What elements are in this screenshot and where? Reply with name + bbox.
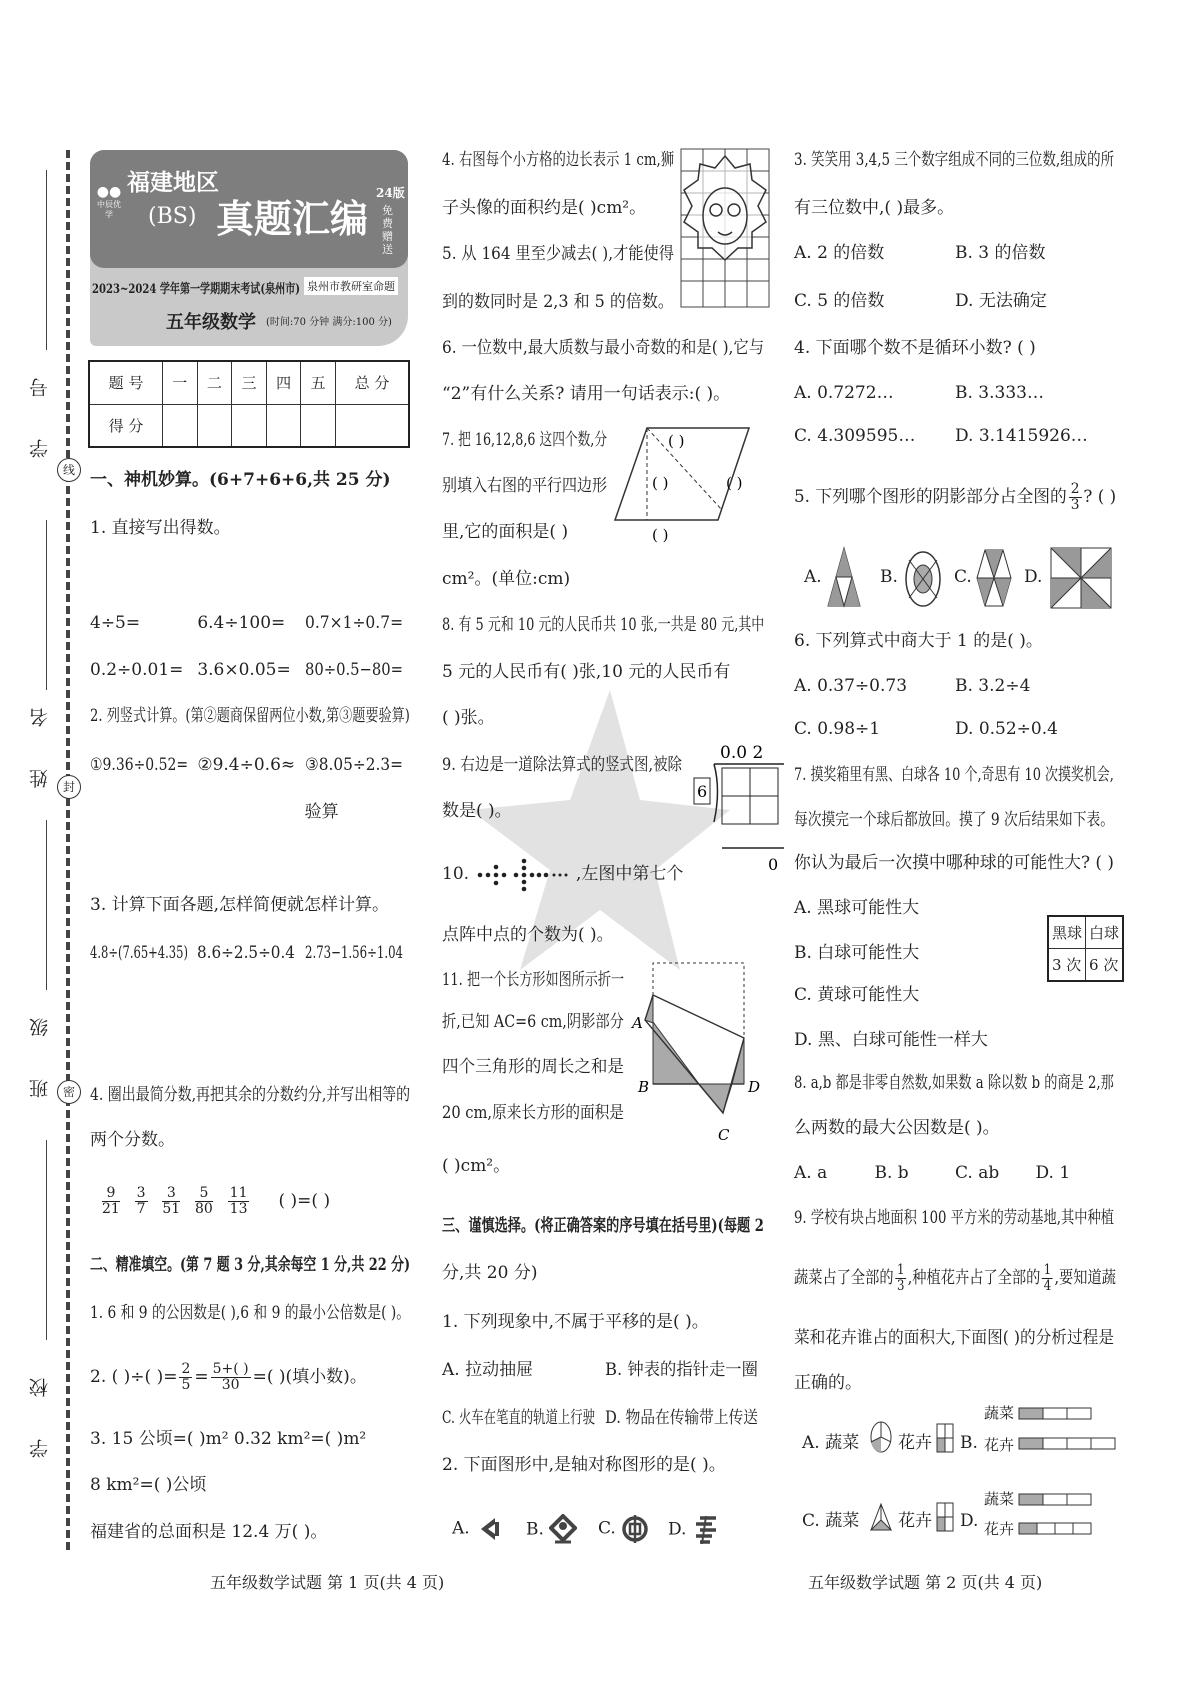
question-text: 5 元的人民币有( )张,10 元的人民币有 xyxy=(442,662,731,682)
question-text: 子头像的面积约是( )cm²。 xyxy=(442,198,647,218)
banner-title: 真题汇编 xyxy=(216,196,369,241)
question-text: “2”有什么关系? 请用一句话表示:( )。 xyxy=(442,384,731,404)
point-d-label: D xyxy=(748,1078,761,1096)
question-text: 3. 15 公顷=( )m² 0.32 km²=( )m² xyxy=(90,1429,367,1449)
student-id-label: 学 号 xyxy=(29,360,51,459)
division-figure xyxy=(688,740,788,875)
exam-title: 2023~2024 学年第一学期期末考试(泉州市) xyxy=(92,282,301,297)
question-text: 10. xyxy=(442,864,470,884)
question-text: 1. 直接写出得数。 xyxy=(90,518,231,538)
table-cell: 3 次 xyxy=(1048,949,1086,982)
question-text: 么两数的最大公因数是( )。 xyxy=(794,1118,1000,1138)
option-item: ②9.4÷0.6≈ xyxy=(197,755,296,775)
question-text: 6. 下列算式中商大于 1 的是( )。 xyxy=(794,631,1043,651)
score-cell[interactable] xyxy=(301,404,336,447)
question-text: 正确的。 xyxy=(794,1373,862,1393)
question-text: 二、精准填空。(第 7 题 3 分,其余每空 1 分,共 22 分) xyxy=(90,1255,411,1275)
option-item: 2.73−1.56÷1.04 xyxy=(304,943,403,963)
bar-model-b-icon xyxy=(1018,1405,1118,1451)
table-header: 得 分 xyxy=(89,404,163,447)
question-text: 6. 一位数中,最大质数与最小奇数的和是( ),它与 xyxy=(442,338,765,358)
question-text: 数是( )。 xyxy=(442,801,512,821)
point-b-label: B xyxy=(638,1078,650,1096)
name-field-line[interactable] xyxy=(46,1140,47,1340)
option-item: D. 物品在传输带上传送 xyxy=(604,1408,758,1428)
pie-thirds-icon xyxy=(870,1420,892,1454)
square-quarters-icon xyxy=(936,1423,954,1453)
quotient-text: 0.0 2 xyxy=(720,743,764,763)
version-tag: 24版 xyxy=(376,186,405,200)
score-cell[interactable] xyxy=(197,404,232,447)
edition-code: (BS) xyxy=(148,204,197,229)
q9-b-flower-label: 花卉 xyxy=(984,1436,1015,1454)
question-text: 2. 下面图形中,是轴对称图形的是( )。 xyxy=(442,1455,726,1475)
option-item: B. 3.2÷4 xyxy=(955,676,1031,696)
name-field-line[interactable] xyxy=(46,820,47,990)
time-score: (时间:70 分钟 满分:100 分) xyxy=(266,317,392,328)
binding-line xyxy=(66,150,70,1550)
logo-symbol-d-icon xyxy=(692,1514,720,1546)
option-item: A. a xyxy=(794,1163,828,1183)
author-tag: 泉州市教研室命题 xyxy=(304,277,398,295)
q9-d-veg-label: 蔬菜 xyxy=(984,1490,1015,1508)
divisor-text: 6 xyxy=(697,782,708,801)
score-cell[interactable] xyxy=(266,404,301,447)
option-item: B. 钟表的指针走一圈 xyxy=(604,1360,758,1380)
seal-line-mark: 线 xyxy=(57,458,81,482)
question-text: 一、神机妙算。(6+7+6+6,共 25 分) xyxy=(90,470,391,490)
table-cell: 6 次 xyxy=(1086,949,1124,982)
question-text: 4. 下面哪个数不是循环小数? ( ) xyxy=(794,338,1036,358)
table-header: 总 分 xyxy=(335,361,409,404)
square-shape-icon xyxy=(1050,547,1112,609)
page-footer-2: 五年级数学试题 第 2 页(共 4 页) xyxy=(808,1573,1043,1592)
score-table xyxy=(88,360,410,448)
question-text: B. 白球可能性大 xyxy=(794,943,920,963)
q5-option-a[interactable]: A. xyxy=(804,567,822,587)
question-text: 两个分数。 xyxy=(90,1130,175,1150)
option-item: C. ab xyxy=(955,1163,1000,1183)
seal-secret-mark: 密 xyxy=(57,1080,81,1104)
question-text: 有三位数中,( )最多。 xyxy=(794,198,955,218)
question-text: 8. a,b 都是非零自然数,如果数 a 除以数 b 的商是 2,那 xyxy=(794,1073,1114,1093)
parallelogram-blank: ( ) xyxy=(652,526,669,544)
q2-option-d[interactable]: D. xyxy=(668,1514,720,1546)
logo-symbol-b-icon xyxy=(549,1514,577,1546)
table-header: 三 xyxy=(232,361,267,404)
q5-option-c[interactable]: C. xyxy=(954,567,972,587)
question-text: A. 黑球可能性大 xyxy=(794,898,920,918)
question-text: 别填入右图的平行四边形 xyxy=(442,476,607,496)
q9-option-c[interactable]: C. 蔬菜 xyxy=(802,1511,860,1531)
question-text: 8 km²=( )公顷 xyxy=(90,1475,207,1495)
q5-question: 5. 下列哪个图形的阴影部分占全图的 $\frac{2}{3}$ ? ( ) xyxy=(794,481,1117,513)
brand-logo: ●● 中辰优学 xyxy=(96,184,122,219)
remainder-text: 0 xyxy=(768,855,779,874)
point-a-label: A xyxy=(632,1014,643,1032)
question-text: 点阵中点的个数为( )。 xyxy=(442,925,614,945)
question-text: 11. 把一个长方形如图所示折一 xyxy=(442,970,625,990)
name-field-line[interactable] xyxy=(46,520,47,690)
table-header: 黑球 xyxy=(1048,916,1086,949)
q9-a-flower-label: 花卉 xyxy=(898,1433,932,1453)
question-text: ( )cm²。 xyxy=(442,1156,511,1176)
question-text: C. 黄球可能性大 xyxy=(794,985,920,1005)
header-banner xyxy=(90,150,408,346)
question-text: ,左图中第七个 xyxy=(576,864,684,884)
option-item: 8.6÷2.5÷0.4 xyxy=(197,943,296,963)
option-item: B. b xyxy=(874,1163,909,1183)
page-footer-1: 五年级数学试题 第 1 页(共 4 页) xyxy=(210,1573,445,1592)
free-tag: 免费赠送 xyxy=(382,204,393,256)
option-item: D. 1 xyxy=(1035,1163,1071,1183)
option-item: D. 无法确定 xyxy=(955,291,1047,311)
question-text: 三、谨慎选择。(将正确答案的序号填在括号里)(每题 2 xyxy=(442,1216,764,1236)
option-item: A. 拉动抽屉 xyxy=(442,1360,534,1380)
question-text: 1. 6 和 9 的公因数是( ),6 和 9 的最小公倍数是( )。 xyxy=(90,1303,411,1323)
score-cell[interactable] xyxy=(335,404,409,447)
point-c-label: C xyxy=(718,1126,730,1144)
table-header: 五 xyxy=(301,361,336,404)
question-text: 4. 右图每个小方格的边长表示 1 cm,狮 xyxy=(442,150,675,170)
table-header: 二 xyxy=(197,361,232,404)
option-item: 0.2÷0.01= xyxy=(90,660,184,680)
option-item: 4÷5= xyxy=(90,613,141,633)
question-text: 5. 从 164 里至少减去( ),才能使得 xyxy=(442,244,675,264)
question-text: 2. 列竖式计算。(第②题商保留两位小数,第③题要验算) xyxy=(90,706,410,726)
folded-rectangle-figure xyxy=(630,955,770,1170)
parallelogram-blank: ( ) xyxy=(668,432,685,450)
option-item: C. 火车在笔直的轨道上行驶 xyxy=(442,1408,596,1428)
lion-grid-figure xyxy=(680,148,772,310)
name-field-line[interactable] xyxy=(46,170,47,350)
question-text: 7. 把 16,12,8,6 这四个数,分 xyxy=(442,430,608,450)
option-item: D. 0.52÷0.4 xyxy=(955,719,1058,739)
q9-c-flower-label: 花卉 xyxy=(898,1511,932,1531)
option-item: D. 3.1415926… xyxy=(955,426,1088,446)
question-text: 4. 圈出最简分数,再把其余的分数约分,并写出相等的 xyxy=(90,1085,411,1105)
parallelogram-blank: ( ) xyxy=(726,474,743,492)
bar-model-d-icon xyxy=(1018,1491,1118,1537)
question-text: 9. 右边是一道除法算式的竖式图,被除 xyxy=(442,755,683,775)
option-item: ①9.36÷0.52= xyxy=(90,755,189,775)
option-item: ③8.05÷2.3= xyxy=(304,755,403,775)
hexagon-shape-icon xyxy=(976,548,1012,608)
fraction-list: $\frac{9}{21}$ $\frac{3}{7}$ $\frac{3}{51}$ $\frac{5}{80}$ $\frac{11}{13}$ ( )=( ) xyxy=(102,1185,331,1217)
option-item: 0.7×1÷0.7= xyxy=(304,613,403,633)
option-item: 验算 xyxy=(304,802,339,822)
equal-fractions-blank[interactable]: ( )=( ) xyxy=(278,1191,331,1211)
option-item: 4.8÷(7.65+4.35) xyxy=(90,943,188,963)
question-text: D. 黑、白球可能性一样大 xyxy=(794,1030,988,1050)
option-item: A. 0.37÷0.73 xyxy=(794,676,908,696)
option-item: 3.6×0.05= xyxy=(197,660,291,680)
dot-pattern-figure xyxy=(476,858,572,892)
fill-q2: 2. ( )÷( )= $\frac{2}{5}$ = $\frac{5+( )}{30}$ =( )(填小数)。 xyxy=(90,1361,367,1393)
class-label: 班 级 xyxy=(29,1000,51,1099)
logo-symbol-a-icon xyxy=(475,1514,501,1544)
option-item: C. 5 的倍数 xyxy=(794,291,885,311)
question-text: 3. 计算下面各题,怎样简便就怎样计算。 xyxy=(90,895,390,915)
school-label: 学 校 xyxy=(29,1360,51,1459)
question-text: 9. 学校有块占地面积 100 平方米的劳动基地,其中种植 xyxy=(794,1208,1115,1228)
option-item: 80÷0.5−80= xyxy=(304,660,403,680)
q9-b-veg-label: 蔬菜 xyxy=(984,1404,1015,1422)
logo-symbol-c-icon xyxy=(621,1514,649,1544)
q5-option-b[interactable]: B. xyxy=(880,567,898,587)
question-text: 7. 摸奖箱里有黑、白球各 10 个,奇思有 10 次摸奖机会, xyxy=(794,765,1114,785)
triangle-thirds-icon xyxy=(870,1502,892,1532)
question-text: 你认为最后一次摸中哪种球的可能性大? ( ) xyxy=(794,853,1114,873)
triangle-shape-icon xyxy=(826,546,862,608)
table-header: 白球 xyxy=(1086,916,1124,949)
seal-seal-mark: 封 xyxy=(57,775,81,799)
table-header: 四 xyxy=(266,361,301,404)
option-item: C. 0.98÷1 xyxy=(794,719,881,739)
option-item: B. 3.333… xyxy=(955,383,1044,403)
question-text: 里,它的面积是( ) xyxy=(442,522,569,542)
question-text: 3. 笑笑用 3,4,5 三个数字组成不同的三位数,组成的所 xyxy=(794,150,1115,170)
table-header: 一 xyxy=(163,361,198,404)
question-text: 到的数同时是 2,3 和 5 的倍数。 xyxy=(442,292,674,312)
option-item: C. 4.309595… xyxy=(794,426,916,446)
question-text: 8. 有 5 元和 10 元的人民币共 10 张,一共是 80 元,其中 xyxy=(442,615,765,635)
q9-option-b[interactable]: B. xyxy=(960,1433,978,1453)
question-text: cm²。(单位:cm) xyxy=(442,569,571,589)
ball-result-table xyxy=(1047,915,1124,982)
square-quarters-icon xyxy=(936,1502,954,1532)
question-text: 折,已知 AC=6 cm,阴影部分 xyxy=(442,1012,624,1032)
question-text: 20 cm,原来长方形的面积是 xyxy=(442,1103,624,1123)
option-item: B. 3 的倍数 xyxy=(955,243,1046,263)
table-header: 题 号 xyxy=(89,361,163,404)
option-item: A. 2 的倍数 xyxy=(794,243,885,263)
name-label: 姓 名 xyxy=(29,690,51,789)
question-text: 四个三角形的周长之和是 xyxy=(442,1057,624,1077)
question-text: 每次摸完一个球后都放回。摸了 9 次后结果如下表。 xyxy=(794,810,1115,830)
question-text: 分,共 20 分) xyxy=(442,1263,538,1283)
question-text: 菜和花卉谁占的面积大,下面图( )的分析过程是 xyxy=(794,1328,1115,1348)
q5-option-d[interactable]: D. xyxy=(1024,567,1043,587)
parallelogram-figure xyxy=(610,422,770,547)
question-text: ( )张。 xyxy=(442,708,495,728)
question-text: 福建省的总面积是 12.4 万( )。 xyxy=(90,1522,328,1542)
q2-option-a[interactable]: A. xyxy=(452,1514,501,1544)
q9-d-flower-label: 花卉 xyxy=(984,1520,1015,1538)
score-cell[interactable] xyxy=(232,404,267,447)
circle-shape-icon xyxy=(904,550,942,608)
q9-option-d[interactable]: D. xyxy=(960,1511,979,1531)
table-row xyxy=(89,361,409,404)
score-cell[interactable] xyxy=(163,404,198,447)
option-item: A. 0.7272… xyxy=(794,383,894,403)
question-text: 1. 下列现象中,不属于平移的是( )。 xyxy=(442,1312,709,1332)
parallelogram-blank: ( ) xyxy=(652,474,669,492)
region-title: 福建地区 xyxy=(127,169,219,196)
subject-title: 五年级数学 xyxy=(166,312,256,333)
table-row xyxy=(89,404,409,447)
option-item: 6.4÷100= xyxy=(197,613,286,633)
q9-option-a[interactable]: A. 蔬菜 xyxy=(802,1433,860,1453)
q9-line2: 蔬菜占了全部的 $\frac{1}{3}$ ,种植花卉占了全部的 $\frac{1}{4}$ ,要知道蔬 xyxy=(794,1262,1116,1294)
q2-option-b[interactable]: B. xyxy=(526,1514,577,1546)
q2-option-c[interactable]: C. xyxy=(598,1514,649,1544)
